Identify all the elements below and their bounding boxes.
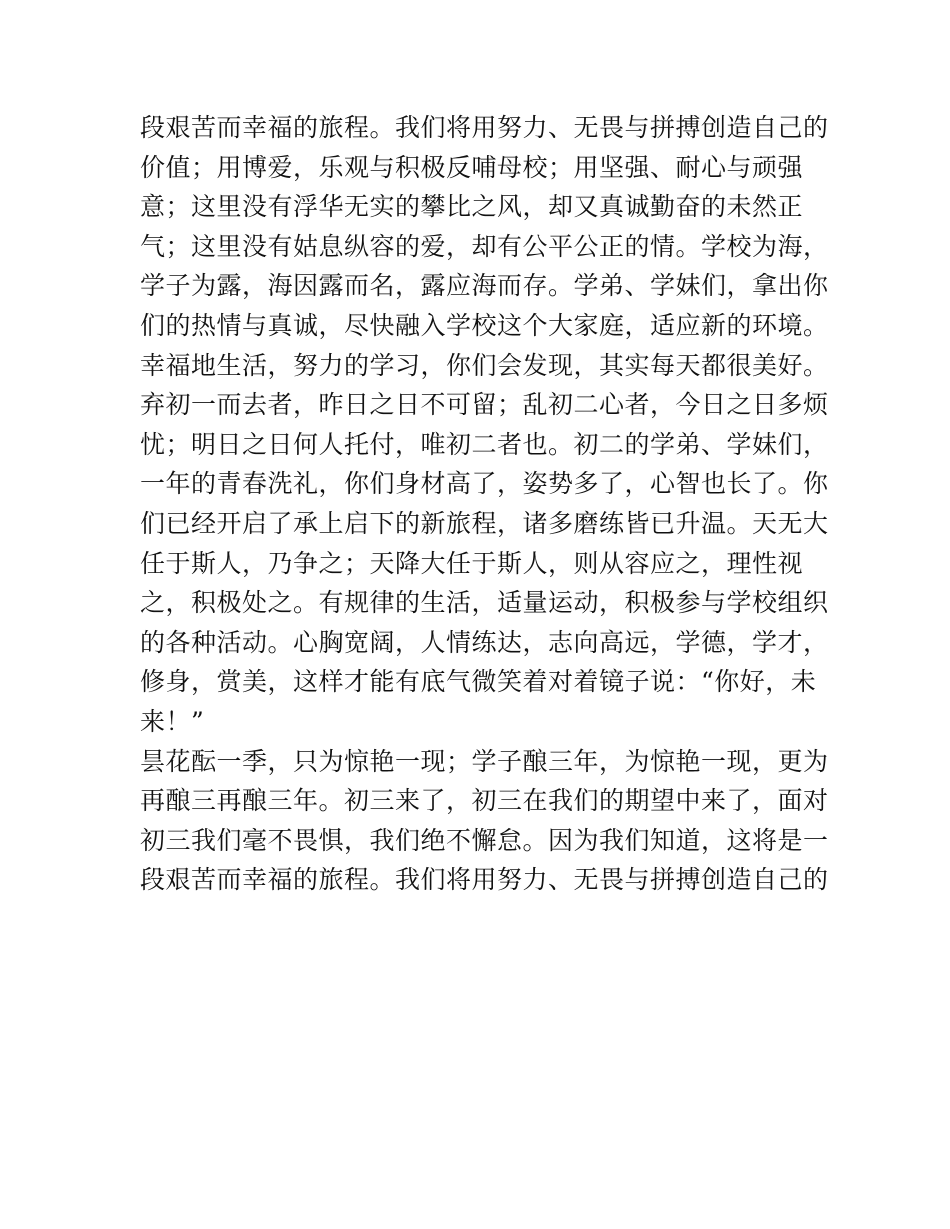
text-line-4: 气；这里没有姑息纵容的爱，却有公平公正的情。学校为海，: [140, 231, 829, 261]
text-line-14: 的各种活动。心胸宽阔，人情练达，志向高远，学德，学才，: [140, 627, 829, 657]
body-text: [140, 108, 829, 900]
text-line-2: 价值；用博爱，乐观与积极反哺母校；用坚强、耐心与顽强: [140, 152, 804, 182]
text-line-5: 学子为露，海因露而名，露应海而存。学弟、学妹们，拿出你: [140, 271, 829, 301]
text-line-7: 幸福地生活，努力的学习，你们会发现，其实每天都很美好。: [140, 350, 829, 380]
text-line-15: 修身，赏美，这样才能有底气微笑着对着镜子说：“你好，未: [140, 667, 817, 697]
text-line-11: 们已经开启了承上启下的新旅程，诸多磨练皆已升温。天无大: [140, 508, 829, 538]
text-line-6: 们的热情与真诚，尽快融入学校这个大家庭，适应新的环境。: [140, 310, 829, 340]
text-line-13: 之，积极处之。有规律的生活，适量运动，积极参与学校组织: [140, 588, 829, 618]
text-line-19: 初三我们毫不畏惧，我们绝不懈怠。因为我们知道，这将是一: [140, 825, 829, 855]
text-line-18: 再酿三再酿三年。初三来了，初三在我们的期望中来了，面对: [140, 786, 829, 816]
text-line-16: 来！”: [140, 706, 205, 736]
text-line-17: 昙花酝一季，只为惊艳一现；学子酿三年，为惊艳一现，更为: [140, 746, 829, 776]
text-line-9: 忧；明日之日何人托付，唯初二者也。初二的学弟、学妹们，: [140, 429, 829, 459]
text-line-12: 任于斯人，乃争之；天降大任于斯人，则从容应之，理性视: [140, 548, 804, 578]
text-line-20: 段艰苦而幸福的旅程。我们将用努力、无畏与拼搏创造自己的: [140, 865, 829, 895]
text-line-8: 弃初一而去者，昨日之日不可留；乱初二心者，今日之日多烦: [140, 390, 829, 420]
text-line-1: 段艰苦而幸福的旅程。我们将用努力、无畏与拼搏创造自己的: [140, 113, 829, 142]
text-line-3: 意；这里没有浮华无实的攀比之风，却又真诚勤奋的未然正: [140, 192, 804, 222]
text-line-10: 一年的青春洗礼，你们身材高了，姿势多了，心智也长了。你: [140, 469, 829, 499]
